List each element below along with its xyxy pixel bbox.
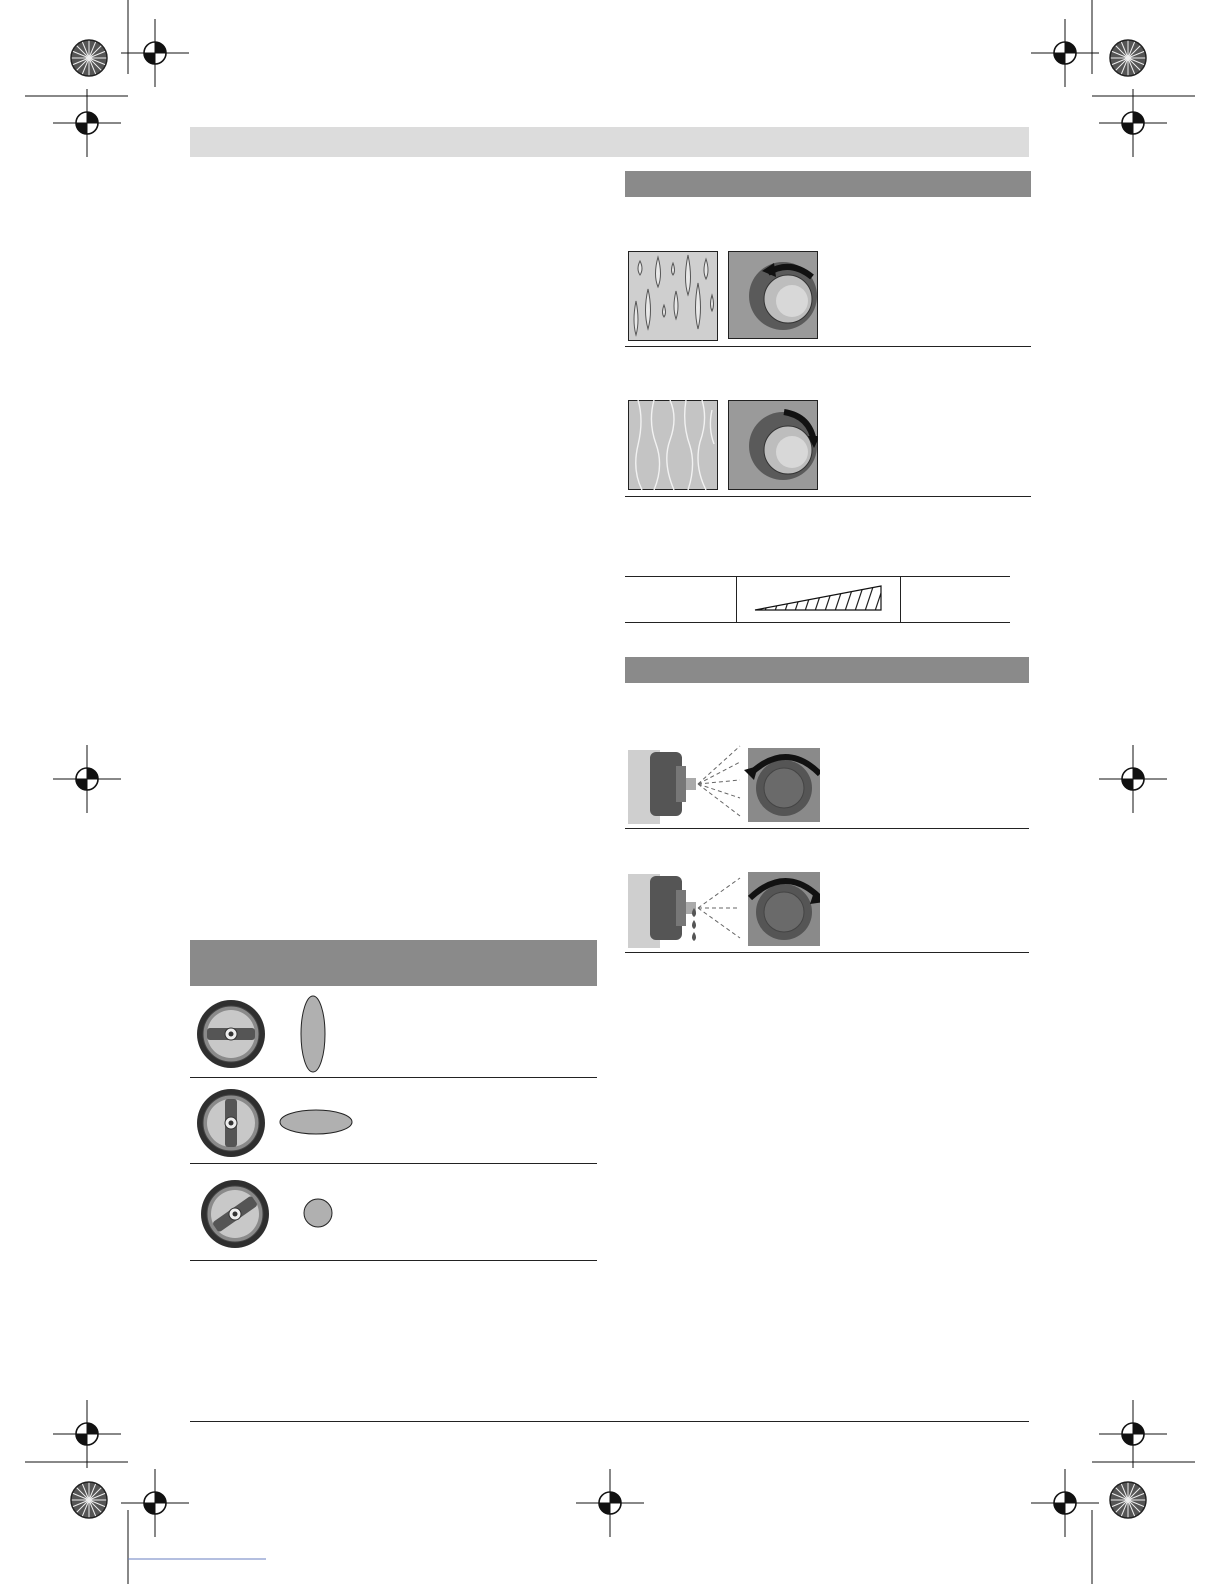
- table-divider-2: [190, 1163, 597, 1164]
- round-spray-dot-icon: [302, 1197, 334, 1229]
- nozzle-diagonal-icon: [199, 1178, 271, 1250]
- page-header-band: [190, 127, 1029, 157]
- section-bar-spray-flow: [625, 171, 1031, 197]
- nozzle-horizontal-icon: [195, 1087, 267, 1159]
- scale-table-sep-1: [736, 576, 737, 622]
- divider-row-4: [625, 952, 1029, 953]
- scale-table-sep-2: [900, 576, 901, 622]
- table-header-spray-pattern: [190, 940, 597, 986]
- page-footer-rule: [190, 1421, 1029, 1422]
- table-divider-3: [190, 1260, 597, 1261]
- divider-row-2: [625, 496, 1031, 497]
- flow-dial-turn-left-icon: [728, 251, 818, 339]
- coarse-spray-drops-icon: [628, 868, 820, 948]
- paint-drips-surface-icon: [628, 251, 718, 341]
- nozzle-vertical-icon: [195, 998, 267, 1070]
- divider-row-3: [625, 828, 1029, 829]
- scale-table-top: [625, 576, 1010, 577]
- flow-dial-turn-right-icon: [728, 400, 818, 490]
- scale-table-bottom: [625, 622, 1010, 623]
- increasing-wedge-icon: [754, 584, 886, 614]
- table-divider-1: [190, 1077, 597, 1078]
- fine-spray-mist-icon: [628, 744, 820, 824]
- horizontal-spray-ellipse-icon: [278, 1108, 354, 1136]
- section-bar-spray-width: [625, 657, 1029, 683]
- vertical-spray-ellipse-icon: [299, 994, 327, 1074]
- wood-grain-surface-icon: [628, 400, 718, 490]
- divider-row-1: [625, 346, 1031, 347]
